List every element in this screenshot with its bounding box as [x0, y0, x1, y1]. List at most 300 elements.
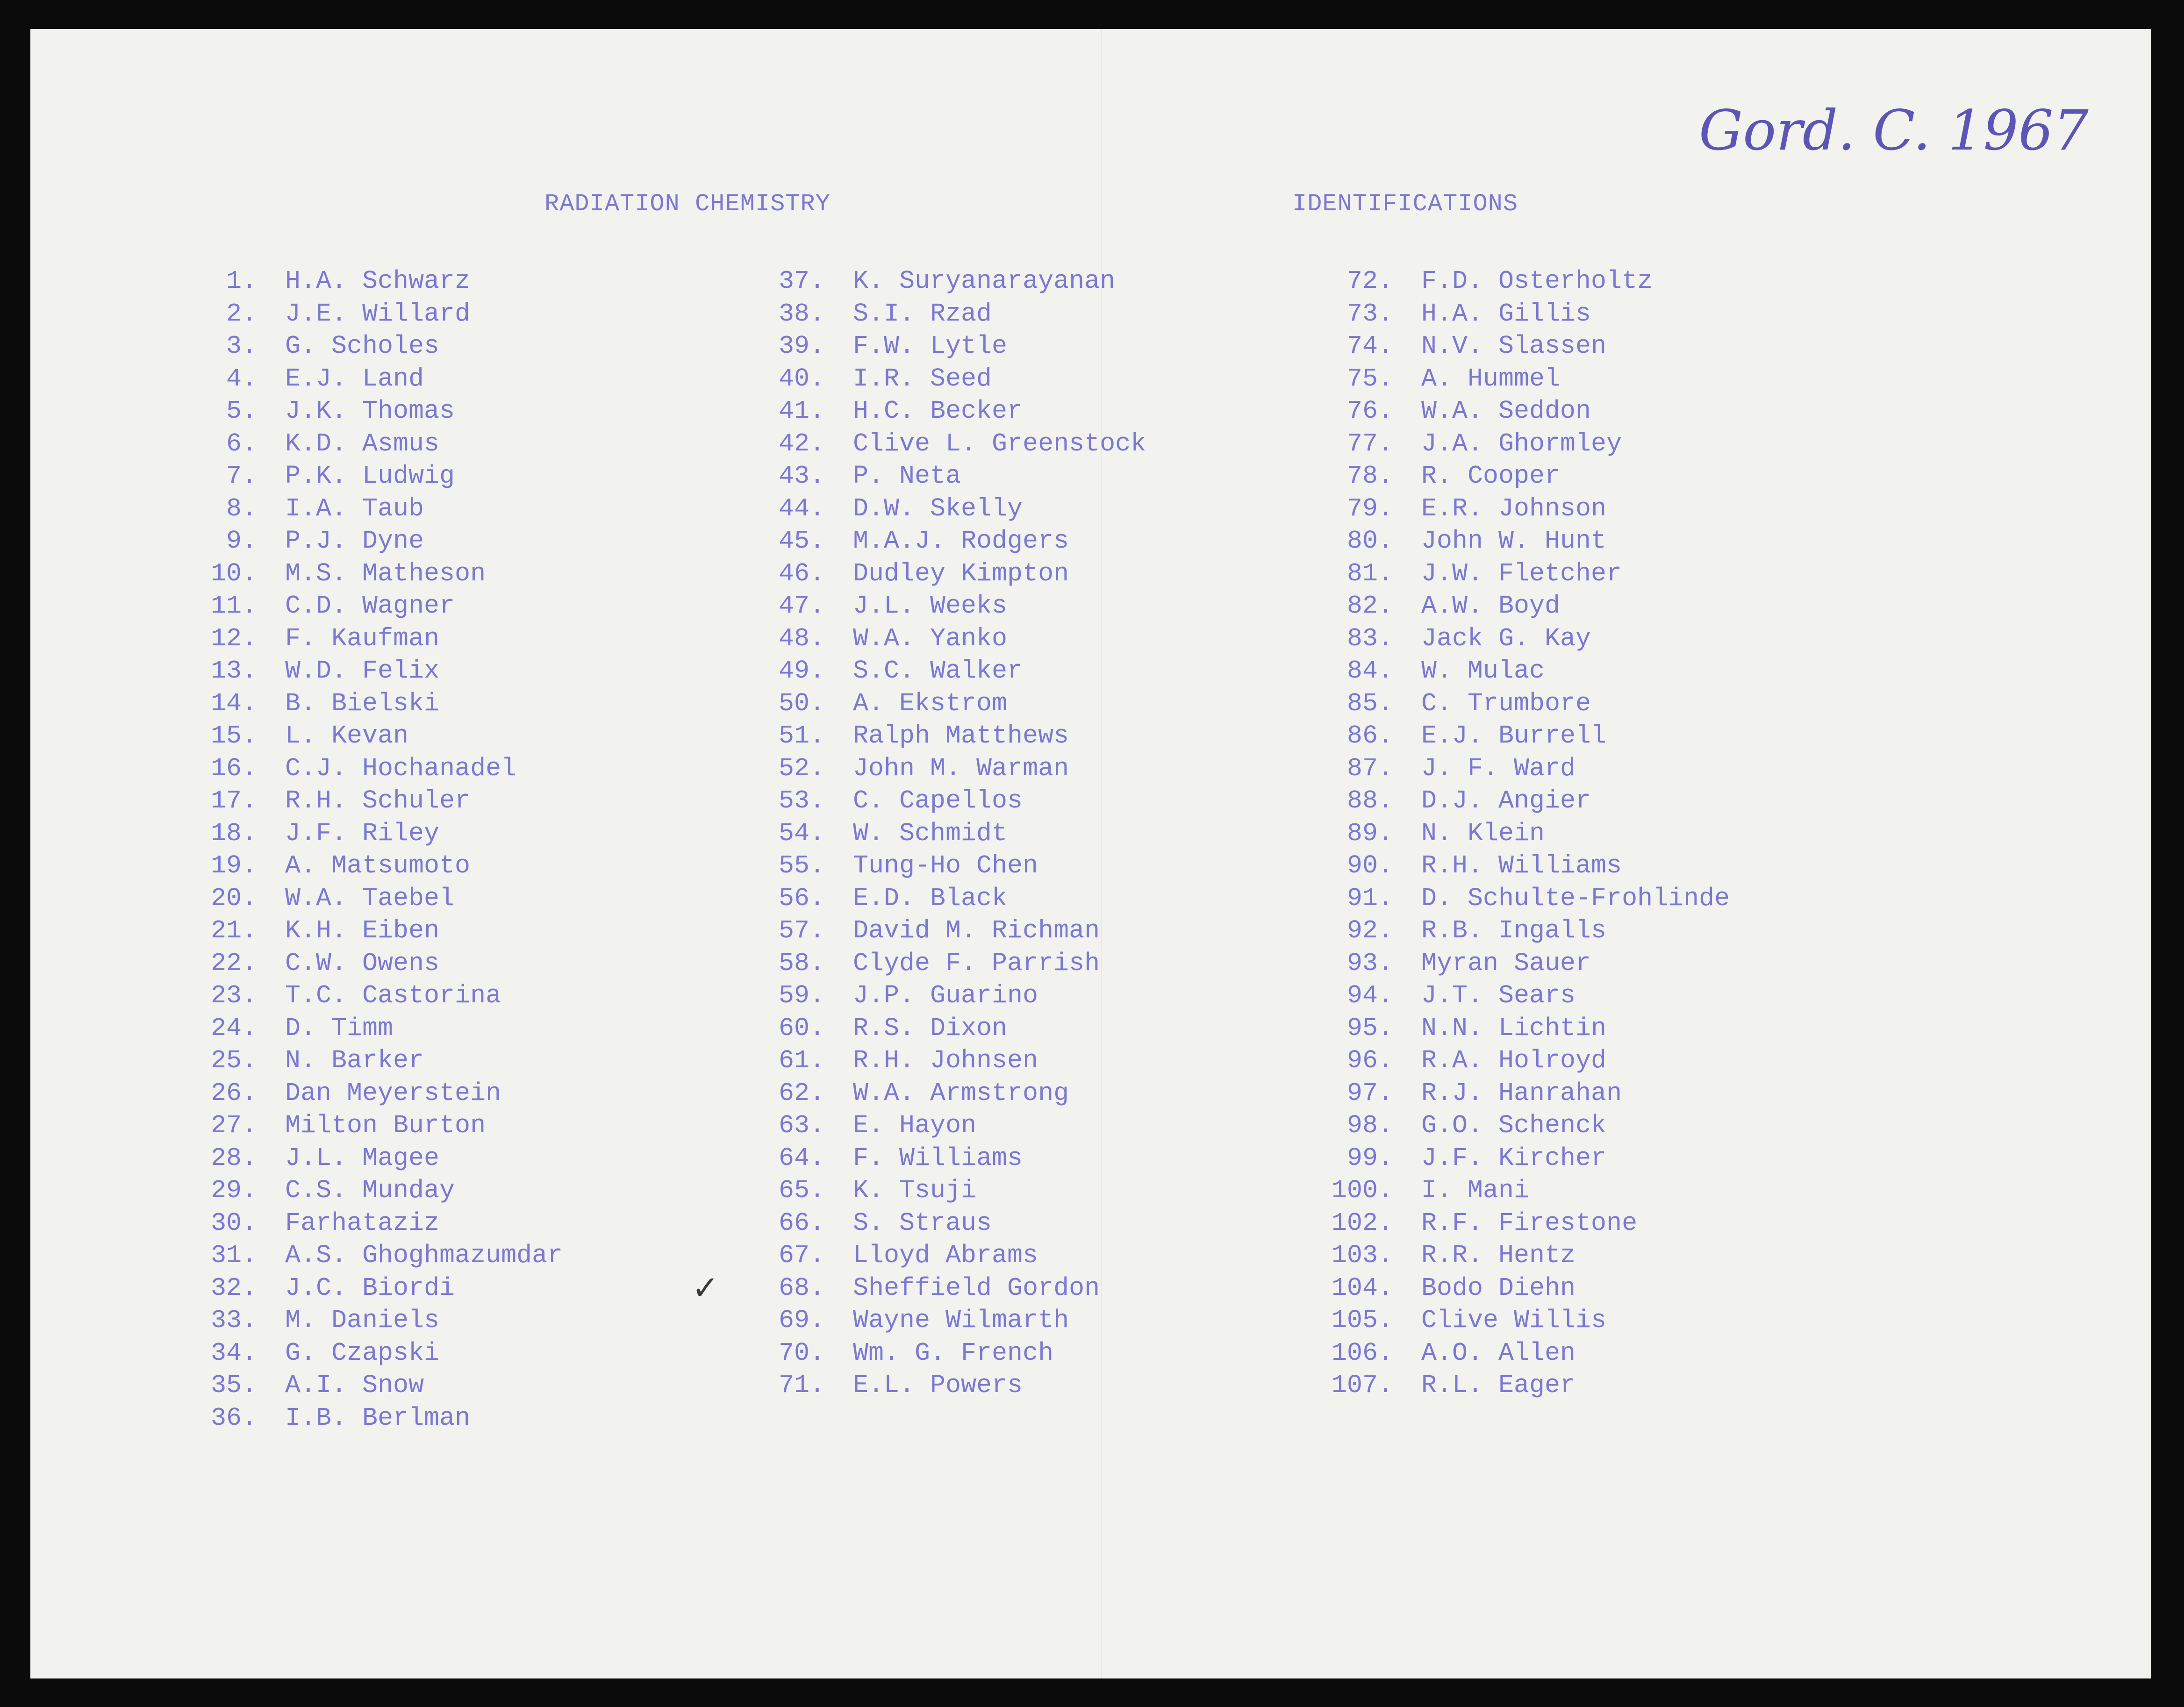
entry-number: 69. — [778, 1306, 825, 1335]
entry-name: A.W. Boyd — [1421, 591, 1561, 621]
list-item — [1288, 752, 1730, 785]
entry-number: 63. — [778, 1111, 825, 1140]
list-item — [182, 1337, 563, 1370]
entry-number: 5. — [226, 396, 257, 426]
entry-number: 7. — [226, 461, 257, 491]
list-item — [1288, 1109, 1730, 1142]
entry-number: 102. — [1331, 1208, 1393, 1238]
list-item — [1288, 720, 1730, 752]
list-item — [182, 1207, 563, 1240]
entry-number: 88. — [1346, 786, 1393, 815]
list-item — [1288, 460, 1730, 493]
list-item — [1288, 817, 1730, 850]
entry-number: 60. — [778, 1013, 825, 1043]
entry-number: 99. — [1346, 1143, 1393, 1173]
entry-name: J.F. Kircher — [1421, 1143, 1607, 1173]
list-item — [1288, 1012, 1730, 1045]
entry-number: 87. — [1346, 753, 1393, 783]
name-list-column-2 — [692, 265, 1146, 1402]
list-item — [734, 622, 1146, 655]
list-item — [734, 590, 1146, 622]
entry-number: 11. — [210, 591, 257, 621]
entry-name: Milton Burton — [285, 1111, 486, 1140]
list-item — [1288, 1142, 1730, 1175]
entry-number: 19. — [210, 851, 257, 880]
entry-name: R.H. Johnsen — [853, 1046, 1038, 1075]
list-item — [182, 590, 563, 622]
entry-name: Sheffield Gordon — [853, 1273, 1100, 1303]
entry-name: Jack G. Kay — [1421, 623, 1591, 653]
entry-name: C.D. Wagner — [285, 591, 455, 621]
entry-name: R.H. Schuler — [285, 786, 471, 815]
entry-number: 103. — [1331, 1241, 1393, 1270]
entry-name: Wm. G. French — [853, 1338, 1054, 1368]
list-item — [182, 1174, 563, 1207]
entry-name: Dan Meyerstein — [285, 1078, 501, 1108]
list-item — [182, 395, 563, 428]
list-item — [182, 1402, 563, 1435]
entry-name: A. Hummel — [1421, 364, 1561, 393]
entry-number: 89. — [1346, 818, 1393, 848]
entry-name: K.H. Eiben — [285, 916, 440, 945]
entry-number: 46. — [778, 558, 825, 588]
entry-number: 84. — [1346, 656, 1393, 686]
entry-number: 58. — [778, 948, 825, 978]
entry-name: E.J. Burrell — [1421, 721, 1607, 750]
list-item — [182, 557, 563, 590]
entry-name: N. Klein — [1421, 818, 1545, 848]
list-item — [1288, 1207, 1730, 1240]
entry-name: Wayne Wilmarth — [853, 1306, 1069, 1335]
entry-name: A. Matsumoto — [285, 851, 471, 880]
entry-name: P.K. Ludwig — [285, 461, 455, 491]
entry-name: W.D. Felix — [285, 656, 440, 686]
entry-name: J.T. Sears — [1421, 981, 1576, 1010]
entry-number: 97. — [1346, 1078, 1393, 1108]
entry-number: 81. — [1346, 558, 1393, 588]
entry-name: K.D. Asmus — [285, 429, 440, 458]
entry-number: 74. — [1346, 331, 1393, 361]
entry-name: W.A. Armstrong — [853, 1078, 1069, 1108]
list-item — [182, 1304, 563, 1337]
entry-name: M.A.J. Rodgers — [853, 526, 1069, 556]
entry-number: 54. — [778, 818, 825, 848]
entry-number: 68. — [778, 1273, 825, 1303]
document-page — [30, 29, 2151, 1678]
entry-name: R.A. Holroyd — [1421, 1046, 1607, 1075]
entry-name: R.B. Ingalls — [1421, 916, 1607, 945]
list-item — [1288, 914, 1730, 947]
entry-number: 29. — [210, 1176, 257, 1205]
entry-number: 107. — [1331, 1371, 1393, 1400]
entry-name: C. Capellos — [853, 786, 1023, 815]
list-item — [182, 1109, 563, 1142]
list-item — [734, 1044, 1146, 1077]
heading-radiation-chemistry: RADIATION CHEMISTRY — [544, 190, 831, 218]
entry-number: 52. — [778, 753, 825, 783]
entry-name: J.W. Fletcher — [1421, 558, 1622, 588]
entry-name: A.O. Allen — [1421, 1338, 1576, 1368]
entry-name: M.S. Matheson — [285, 558, 486, 588]
entry-number: 12. — [210, 623, 257, 653]
entry-name: Bodo Diehn — [1421, 1273, 1576, 1303]
entry-name: W.A. Yanko — [853, 623, 1008, 653]
entry-number: 44. — [778, 493, 825, 523]
entry-number: 86. — [1346, 721, 1393, 750]
entry-number: 13. — [210, 656, 257, 686]
entry-name: J. F. Ward — [1421, 753, 1576, 783]
entry-number: 49. — [778, 656, 825, 686]
entry-number: 83. — [1346, 623, 1393, 653]
entry-name: S.C. Walker — [853, 656, 1023, 686]
list-item — [182, 1077, 563, 1110]
entry-number: 2. — [226, 299, 257, 329]
entry-number: 73. — [1346, 299, 1393, 329]
entry-number: 17. — [210, 786, 257, 815]
entry-number: 62. — [778, 1078, 825, 1108]
entry-name: J.L. Magee — [285, 1143, 440, 1173]
entry-name: Farhataziz — [285, 1208, 440, 1238]
list-item — [734, 428, 1146, 460]
entry-number: 37. — [778, 266, 825, 296]
list-item — [734, 687, 1146, 720]
entry-number: 92. — [1346, 916, 1393, 945]
list-item — [734, 850, 1146, 882]
entry-name: Tung-Ho Chen — [853, 851, 1038, 880]
entry-number: 85. — [1346, 688, 1393, 718]
list-item — [182, 330, 563, 363]
entry-number: 6. — [226, 429, 257, 458]
list-item — [182, 1142, 563, 1175]
entry-number: 8. — [226, 493, 257, 523]
list-item — [734, 947, 1146, 980]
list-item — [734, 785, 1146, 817]
entry-name: Ralph Matthews — [853, 721, 1069, 750]
list-item — [182, 687, 563, 720]
list-item — [734, 720, 1146, 752]
entry-name: G.O. Schenck — [1421, 1111, 1607, 1140]
list-item — [1288, 265, 1730, 298]
entry-name: J.E. Willard — [285, 299, 471, 329]
list-item — [1288, 850, 1730, 882]
entry-number: 1. — [226, 266, 257, 296]
entry-name: H.A. Gillis — [1421, 299, 1591, 329]
entry-name: R.L. Eager — [1421, 1371, 1576, 1400]
list-item — [1288, 298, 1730, 330]
list-item — [182, 493, 563, 525]
entry-name: R.H. Williams — [1421, 851, 1622, 880]
list-item — [734, 882, 1146, 915]
list-item — [734, 1239, 1146, 1272]
entry-number: 70. — [778, 1338, 825, 1368]
entry-number: 104. — [1331, 1273, 1393, 1303]
entry-number: 41. — [778, 396, 825, 426]
entry-number: 59. — [778, 981, 825, 1010]
list-item — [734, 979, 1146, 1012]
entry-name: Clive L. Greenstock — [853, 429, 1146, 458]
list-item — [182, 525, 563, 557]
list-item — [734, 1207, 1146, 1240]
entry-name: T.C. Castorina — [285, 981, 501, 1010]
entry-name: J.P. Guarino — [853, 981, 1038, 1010]
entry-name: C.S. Munday — [285, 1176, 455, 1205]
list-item — [1288, 1239, 1730, 1272]
name-list-column-1 — [182, 265, 563, 1434]
entry-name: I.B. Berlman — [285, 1403, 471, 1433]
heading-identifications: IDENTIFICATIONS — [1292, 190, 1518, 218]
entry-number: 105. — [1331, 1306, 1393, 1335]
list-item — [734, 525, 1146, 557]
entry-number: 23. — [210, 981, 257, 1010]
entry-name: P.J. Dyne — [285, 526, 424, 556]
entry-number: 32. — [210, 1273, 257, 1303]
entry-name: I.A. Taub — [285, 493, 424, 523]
list-item — [182, 622, 563, 655]
list-item — [734, 265, 1146, 298]
list-item — [1288, 1077, 1730, 1110]
list-item — [734, 817, 1146, 850]
entry-number: 21. — [210, 916, 257, 945]
entry-number: 34. — [210, 1338, 257, 1368]
list-item — [1288, 979, 1730, 1012]
entry-name: I. Mani — [1421, 1176, 1530, 1205]
entry-name: Clyde F. Parrish — [853, 948, 1100, 978]
entry-name: Dudley Kimpton — [853, 558, 1069, 588]
entry-number: 20. — [210, 883, 257, 913]
entry-name: R.S. Dixon — [853, 1013, 1008, 1043]
list-item — [1288, 557, 1730, 590]
entry-name: B. Bielski — [285, 688, 440, 718]
list-item — [734, 1142, 1146, 1175]
entry-number: 67. — [778, 1241, 825, 1270]
list-item — [734, 1337, 1146, 1370]
list-item — [182, 363, 563, 395]
entry-name: F.D. Osterholtz — [1421, 266, 1653, 296]
entry-name: N.V. Slassen — [1421, 331, 1607, 361]
list-item — [1288, 525, 1730, 557]
list-item — [734, 557, 1146, 590]
entry-name: F. Williams — [853, 1143, 1023, 1173]
list-item — [734, 752, 1146, 785]
entry-number: 4. — [226, 364, 257, 393]
entry-name: John W. Hunt — [1421, 526, 1607, 556]
entry-name: Clive Willis — [1421, 1306, 1607, 1335]
entry-number: 66. — [778, 1208, 825, 1238]
entry-name: A.S. Ghoghmazumdar — [285, 1241, 563, 1270]
entry-name: D.W. Skelly — [853, 493, 1023, 523]
entry-name: J.K. Thomas — [285, 396, 455, 426]
list-item — [1288, 590, 1730, 622]
list-item — [734, 298, 1146, 330]
entry-number: 106. — [1331, 1338, 1393, 1368]
entry-name: John M. Warman — [853, 753, 1069, 783]
entry-name: S. Straus — [853, 1208, 992, 1238]
list-item — [1288, 655, 1730, 687]
list-item — [1288, 882, 1730, 915]
list-item — [1288, 330, 1730, 363]
list-item — [734, 363, 1146, 395]
entry-number: 96. — [1346, 1046, 1393, 1075]
entry-number: 24. — [210, 1013, 257, 1043]
name-list-column-3 — [1288, 265, 1730, 1402]
entry-name: D.J. Angier — [1421, 786, 1591, 815]
list-item — [182, 428, 563, 460]
entry-number: 95. — [1346, 1013, 1393, 1043]
entry-name: N.N. Lichtin — [1421, 1013, 1607, 1043]
entry-number: 25. — [210, 1046, 257, 1075]
entry-number: 93. — [1346, 948, 1393, 978]
entry-number: 76. — [1346, 396, 1393, 426]
entry-number: 16. — [210, 753, 257, 783]
entry-number: 33. — [210, 1306, 257, 1335]
list-item — [1288, 363, 1730, 395]
entry-name: E. Hayon — [853, 1111, 977, 1140]
entry-number: 56. — [778, 883, 825, 913]
entry-name: E.D. Black — [853, 883, 1008, 913]
entry-name: N. Barker — [285, 1046, 424, 1075]
list-item — [182, 914, 563, 947]
entry-name: D. Schulte-Frohlinde — [1421, 883, 1730, 913]
entry-number: 79. — [1346, 493, 1393, 523]
list-item — [734, 1174, 1146, 1207]
list-item — [182, 785, 563, 817]
entry-name: G. Czapski — [285, 1338, 440, 1368]
entry-name: H.A. Schwarz — [285, 266, 471, 296]
entry-name: K. Suryanarayanan — [853, 266, 1116, 296]
entry-number: 35. — [210, 1371, 257, 1400]
entry-name: D. Timm — [285, 1013, 394, 1043]
entry-number: 28. — [210, 1143, 257, 1173]
entry-name: J.F. Riley — [285, 818, 440, 848]
entry-name: E.J. Land — [285, 364, 424, 393]
list-item — [182, 1369, 563, 1402]
entry-name: E.L. Powers — [853, 1371, 1023, 1400]
list-item — [182, 1272, 563, 1305]
entry-name: Lloyd Abrams — [853, 1241, 1038, 1270]
entry-number: 30. — [210, 1208, 257, 1238]
list-item — [182, 882, 563, 915]
entry-name: G. Scholes — [285, 331, 440, 361]
entry-number: 98. — [1346, 1111, 1393, 1140]
list-item — [1288, 1304, 1730, 1337]
list-item — [734, 1077, 1146, 1110]
entry-name: J.C. Biordi — [285, 1273, 455, 1303]
entry-number: 15. — [210, 721, 257, 750]
entry-name: F.W. Lytle — [853, 331, 1008, 361]
list-item — [1288, 687, 1730, 720]
list-item — [1288, 785, 1730, 817]
entry-name: R.J. Hanrahan — [1421, 1078, 1622, 1108]
entry-number: 39. — [778, 331, 825, 361]
list-item — [1288, 1337, 1730, 1370]
list-item — [1288, 947, 1730, 980]
list-item — [182, 655, 563, 687]
entry-name: E.R. Johnson — [1421, 493, 1607, 523]
list-item — [182, 979, 563, 1012]
entry-name: J.L. Weeks — [853, 591, 1008, 621]
list-item — [1288, 428, 1730, 460]
entry-name: R.F. Firestone — [1421, 1208, 1638, 1238]
list-item — [734, 1304, 1146, 1337]
list-item — [1288, 1369, 1730, 1402]
entry-number: 45. — [778, 526, 825, 556]
check-mark-icon: ✓ — [692, 1268, 719, 1307]
entry-number: 38. — [778, 299, 825, 329]
entry-number: 42. — [778, 429, 825, 458]
list-item — [734, 1369, 1146, 1402]
list-item — [182, 850, 563, 882]
entry-number: 50. — [778, 688, 825, 718]
entry-number: 51. — [778, 721, 825, 750]
entry-number: 9. — [226, 526, 257, 556]
list-item — [182, 265, 563, 298]
entry-number: 65. — [778, 1176, 825, 1205]
list-item — [1288, 1044, 1730, 1077]
entry-number: 64. — [778, 1143, 825, 1173]
list-item — [182, 1044, 563, 1077]
entry-number: 31. — [210, 1241, 257, 1270]
entry-name: I.R. Seed — [853, 364, 992, 393]
entry-number: 78. — [1346, 461, 1393, 491]
entry-number: 27. — [210, 1111, 257, 1140]
entry-number: 72. — [1346, 266, 1393, 296]
list-item — [734, 1109, 1146, 1142]
list-item — [182, 752, 563, 785]
entry-name: R.R. Hentz — [1421, 1241, 1576, 1270]
entry-number: 18. — [210, 818, 257, 848]
entry-name: F. Kaufman — [285, 623, 440, 653]
list-item — [182, 460, 563, 493]
list-item — [1288, 1272, 1730, 1305]
entry-name: C. Trumbore — [1421, 688, 1591, 718]
entry-number: 10. — [210, 558, 257, 588]
list-item — [734, 1012, 1146, 1045]
list-item — [182, 1239, 563, 1272]
list-item — [734, 395, 1146, 428]
list-item — [1288, 622, 1730, 655]
entry-number: 90. — [1346, 851, 1393, 880]
list-item — [1288, 395, 1730, 428]
entry-number: 71. — [778, 1371, 825, 1400]
list-item — [1288, 1174, 1730, 1207]
entry-number: 48. — [778, 623, 825, 653]
entry-name: S.I. Rzad — [853, 299, 992, 329]
entry-number: 3. — [226, 331, 257, 361]
list-item — [734, 460, 1146, 493]
handwritten-note: Gord. C. 1967 — [1699, 98, 2089, 163]
entry-name: A. Ekstrom — [853, 688, 1008, 718]
entry-number: 94. — [1346, 981, 1393, 1010]
entry-name: R. Cooper — [1421, 461, 1561, 491]
entry-number: 47. — [778, 591, 825, 621]
list-item — [734, 655, 1146, 687]
entry-number: 26. — [210, 1078, 257, 1108]
entry-number: 77. — [1346, 429, 1393, 458]
list-item — [182, 947, 563, 980]
list-item — [1288, 493, 1730, 525]
entry-number: 53. — [778, 786, 825, 815]
entry-name: W.A. Taebel — [285, 883, 455, 913]
entry-number: 14. — [210, 688, 257, 718]
entry-name: K. Tsuji — [853, 1176, 977, 1205]
list-item — [734, 914, 1146, 947]
entry-number: 36. — [210, 1403, 257, 1433]
entry-number: 43. — [778, 461, 825, 491]
entry-number: 40. — [778, 364, 825, 393]
entry-name: W.A. Seddon — [1421, 396, 1591, 426]
entry-name: David M. Richman — [853, 916, 1100, 945]
list-item — [734, 330, 1146, 363]
